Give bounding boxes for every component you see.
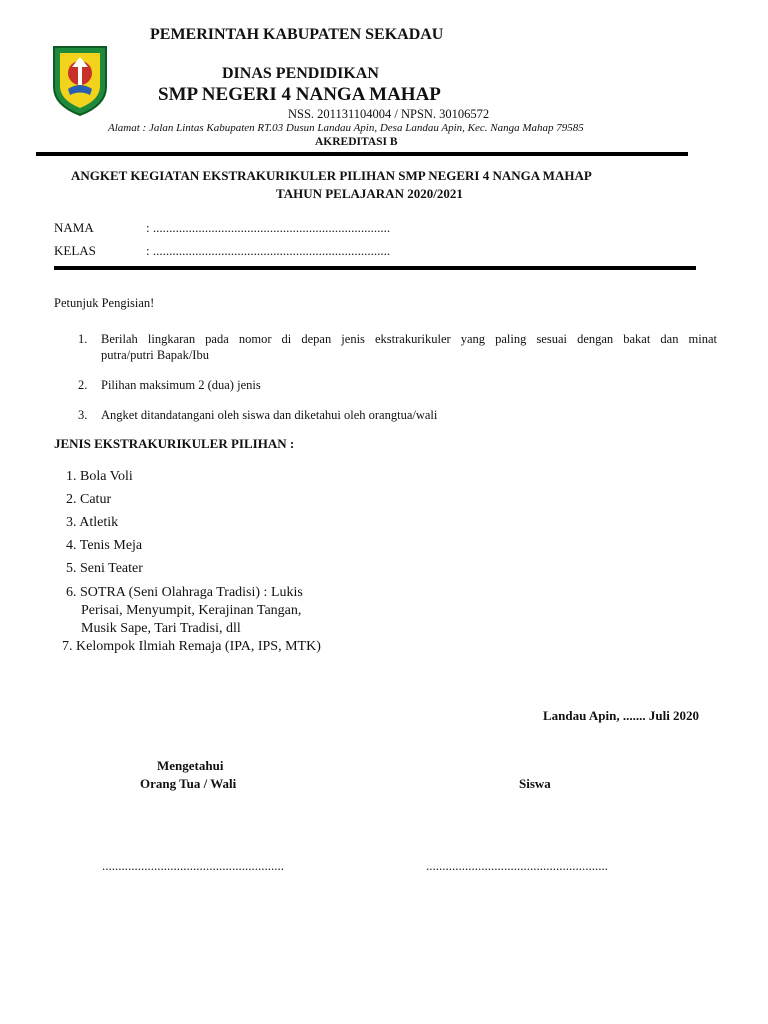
option-item[interactable]: 4. Tenis Meja <box>66 538 143 553</box>
school-ids: NSS. 201131104004 / NPSN. 30106572 <box>288 107 490 121</box>
department-name: DINAS PENDIDIKAN <box>222 65 379 82</box>
option-item-cont: Musik Sape, Tari Tradisi, dll <box>81 621 241 636</box>
instruction-text: Angket ditandatangani oleh siswa dan diketahui oleh orangtua/wali <box>101 408 438 422</box>
accreditation: AKREDITASI B <box>315 136 398 148</box>
acknowledged-label: Mengetahui <box>157 758 224 773</box>
class-label: KELAS <box>54 243 96 258</box>
student-signature-line[interactable]: ........................................................ <box>426 858 608 873</box>
option-item[interactable]: 1. Bola Voli <box>66 469 133 484</box>
form-title: ANGKET KEGIATAN EKSTRAKURIKULER PILIHAN SMP NEGERI 4 NANGA MAHAP <box>71 168 592 183</box>
class-field[interactable]: : ......................................................................... <box>146 243 391 258</box>
option-item[interactable]: 3. Atletik <box>66 515 119 530</box>
option-item[interactable]: 2. Catur <box>66 492 112 507</box>
identity-divider <box>54 266 696 270</box>
option-item-cont: Perisai, Menyumpit, Kerajinan Tangan, <box>81 603 302 618</box>
government-name: PEMERINTAH KABUPATEN SEKADAU <box>150 26 444 43</box>
regency-emblem-icon <box>50 43 110 117</box>
parent-signature-line[interactable]: ........................................................ <box>102 858 284 873</box>
option-item[interactable]: 5. Seni Teater <box>66 561 143 576</box>
options-heading: JENIS EKSTRAKURIKULER PILIHAN : <box>54 436 295 451</box>
instructions-heading: Petunjuk Pengisian! <box>54 296 155 310</box>
student-label: Siswa <box>519 776 551 791</box>
form-year: TAHUN PELAJARAN 2020/2021 <box>276 186 463 201</box>
place-date: Landau Apin, ....... Juli 2020 <box>543 708 700 723</box>
header-divider <box>36 152 688 156</box>
school-address: Alamat : Jalan Lintas Kabupaten RT.03 Dusun Landau Apin, Desa Landau Apin, Kec. Nanga Mahap 79585 <box>108 122 584 134</box>
option-item[interactable]: 7. Kelompok Ilmiah Remaja (IPA, IPS, MTK) <box>62 639 321 654</box>
instruction-number: 3. <box>78 408 88 422</box>
option-item[interactable]: 6. SOTRA (Seni Olahraga Tradisi) : Lukis <box>66 585 303 600</box>
instruction-text-cont: putra/putri Bapak/Ibu <box>101 348 209 362</box>
instruction-number: 1. <box>78 332 88 346</box>
name-label: NAMA <box>54 220 94 235</box>
instruction-number: 2. <box>78 378 88 392</box>
parent-label: Orang Tua / Wali <box>140 776 237 791</box>
school-name: SMP NEGERI 4 NANGA MAHAP <box>158 84 441 105</box>
name-field[interactable]: : ......................................................................... <box>146 220 391 235</box>
instruction-text: Pilihan maksimum 2 (dua) jenis <box>101 378 261 392</box>
instruction-text: Berilah lingkaran pada nomor di depan jenis ekstrakurikuler yang paling sesuai dengan bakat dan minat <box>101 332 717 346</box>
